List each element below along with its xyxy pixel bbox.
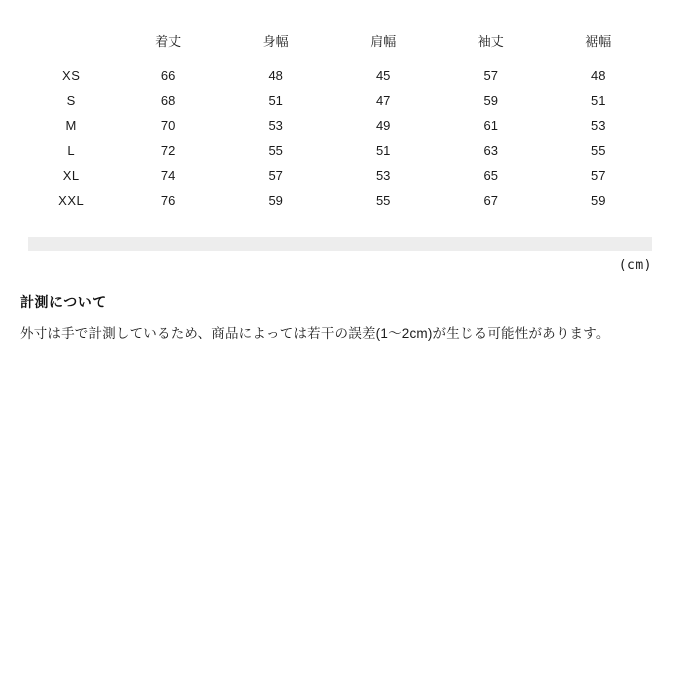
column-header-length: 着丈	[155, 34, 182, 49]
cell-length: 74	[160, 168, 176, 183]
table-row	[28, 63, 652, 88]
cell-chest-width: 59	[268, 193, 283, 208]
column-header-shoulder-width: 肩幅	[370, 34, 397, 49]
cell-shoulder-width: 47	[375, 93, 391, 108]
cell-chest-width: 53	[268, 118, 283, 133]
row-size-label: XXL	[58, 193, 85, 208]
cell-hem-width: 53	[591, 118, 606, 133]
cell-shoulder-width: 55	[375, 193, 391, 208]
cell-sleeve-length: 57	[483, 68, 498, 83]
size-table-body	[28, 63, 652, 213]
cell-sleeve-length: 59	[483, 93, 498, 108]
column-header-chest-width: 身幅	[262, 34, 289, 49]
cell-length: 72	[160, 143, 176, 158]
column-header-size	[28, 28, 114, 63]
table-header-row	[28, 28, 652, 63]
row-size-label: L	[67, 143, 76, 158]
measurement-notes	[20, 292, 668, 344]
size-table	[28, 28, 652, 213]
cell-chest-width: 55	[268, 143, 283, 158]
column-header-sleeve-length: 袖丈	[477, 34, 504, 49]
cell-chest-width: 51	[268, 93, 283, 108]
cell-chest-width: 48	[268, 68, 283, 83]
table-row	[28, 188, 652, 213]
cell-length: 66	[160, 68, 176, 83]
notes-title: 計測について	[20, 294, 107, 310]
cell-sleeve-length: 65	[483, 168, 498, 183]
cell-hem-width: 51	[591, 93, 606, 108]
cell-length: 70	[160, 118, 176, 133]
cell-length: 76	[160, 193, 176, 208]
table-row	[28, 113, 652, 138]
cell-hem-width: 59	[591, 193, 606, 208]
size-table-head	[28, 28, 652, 63]
cell-hem-width: 57	[591, 168, 606, 183]
column-header-hem-width: 裾幅	[585, 34, 612, 49]
cell-chest-width: 57	[268, 168, 283, 183]
row-size-label: XS	[62, 68, 81, 83]
cell-shoulder-width: 53	[375, 168, 391, 183]
cell-shoulder-width: 45	[375, 68, 391, 83]
row-size-label: XL	[62, 168, 80, 183]
row-size-label: S	[66, 93, 76, 108]
table-row	[28, 88, 652, 113]
cell-length: 68	[160, 93, 176, 108]
table-row	[28, 163, 652, 188]
row-size-label: M	[65, 118, 77, 133]
cell-hem-width: 55	[591, 143, 606, 158]
cell-shoulder-width: 49	[375, 118, 391, 133]
table-row	[28, 138, 652, 163]
table-footer-bar	[28, 237, 652, 251]
notes-body: 外寸は手で計測しているため、商品によっては若干の誤差(1〜2cm)が生じる可能性があります。	[20, 326, 610, 341]
cell-sleeve-length: 61	[483, 118, 498, 133]
cell-sleeve-length: 67	[483, 193, 498, 208]
cell-sleeve-length: 63	[483, 143, 498, 158]
cell-shoulder-width: 51	[375, 143, 391, 158]
unit-label: (cm)	[618, 258, 652, 273]
cell-hem-width: 48	[591, 68, 606, 83]
